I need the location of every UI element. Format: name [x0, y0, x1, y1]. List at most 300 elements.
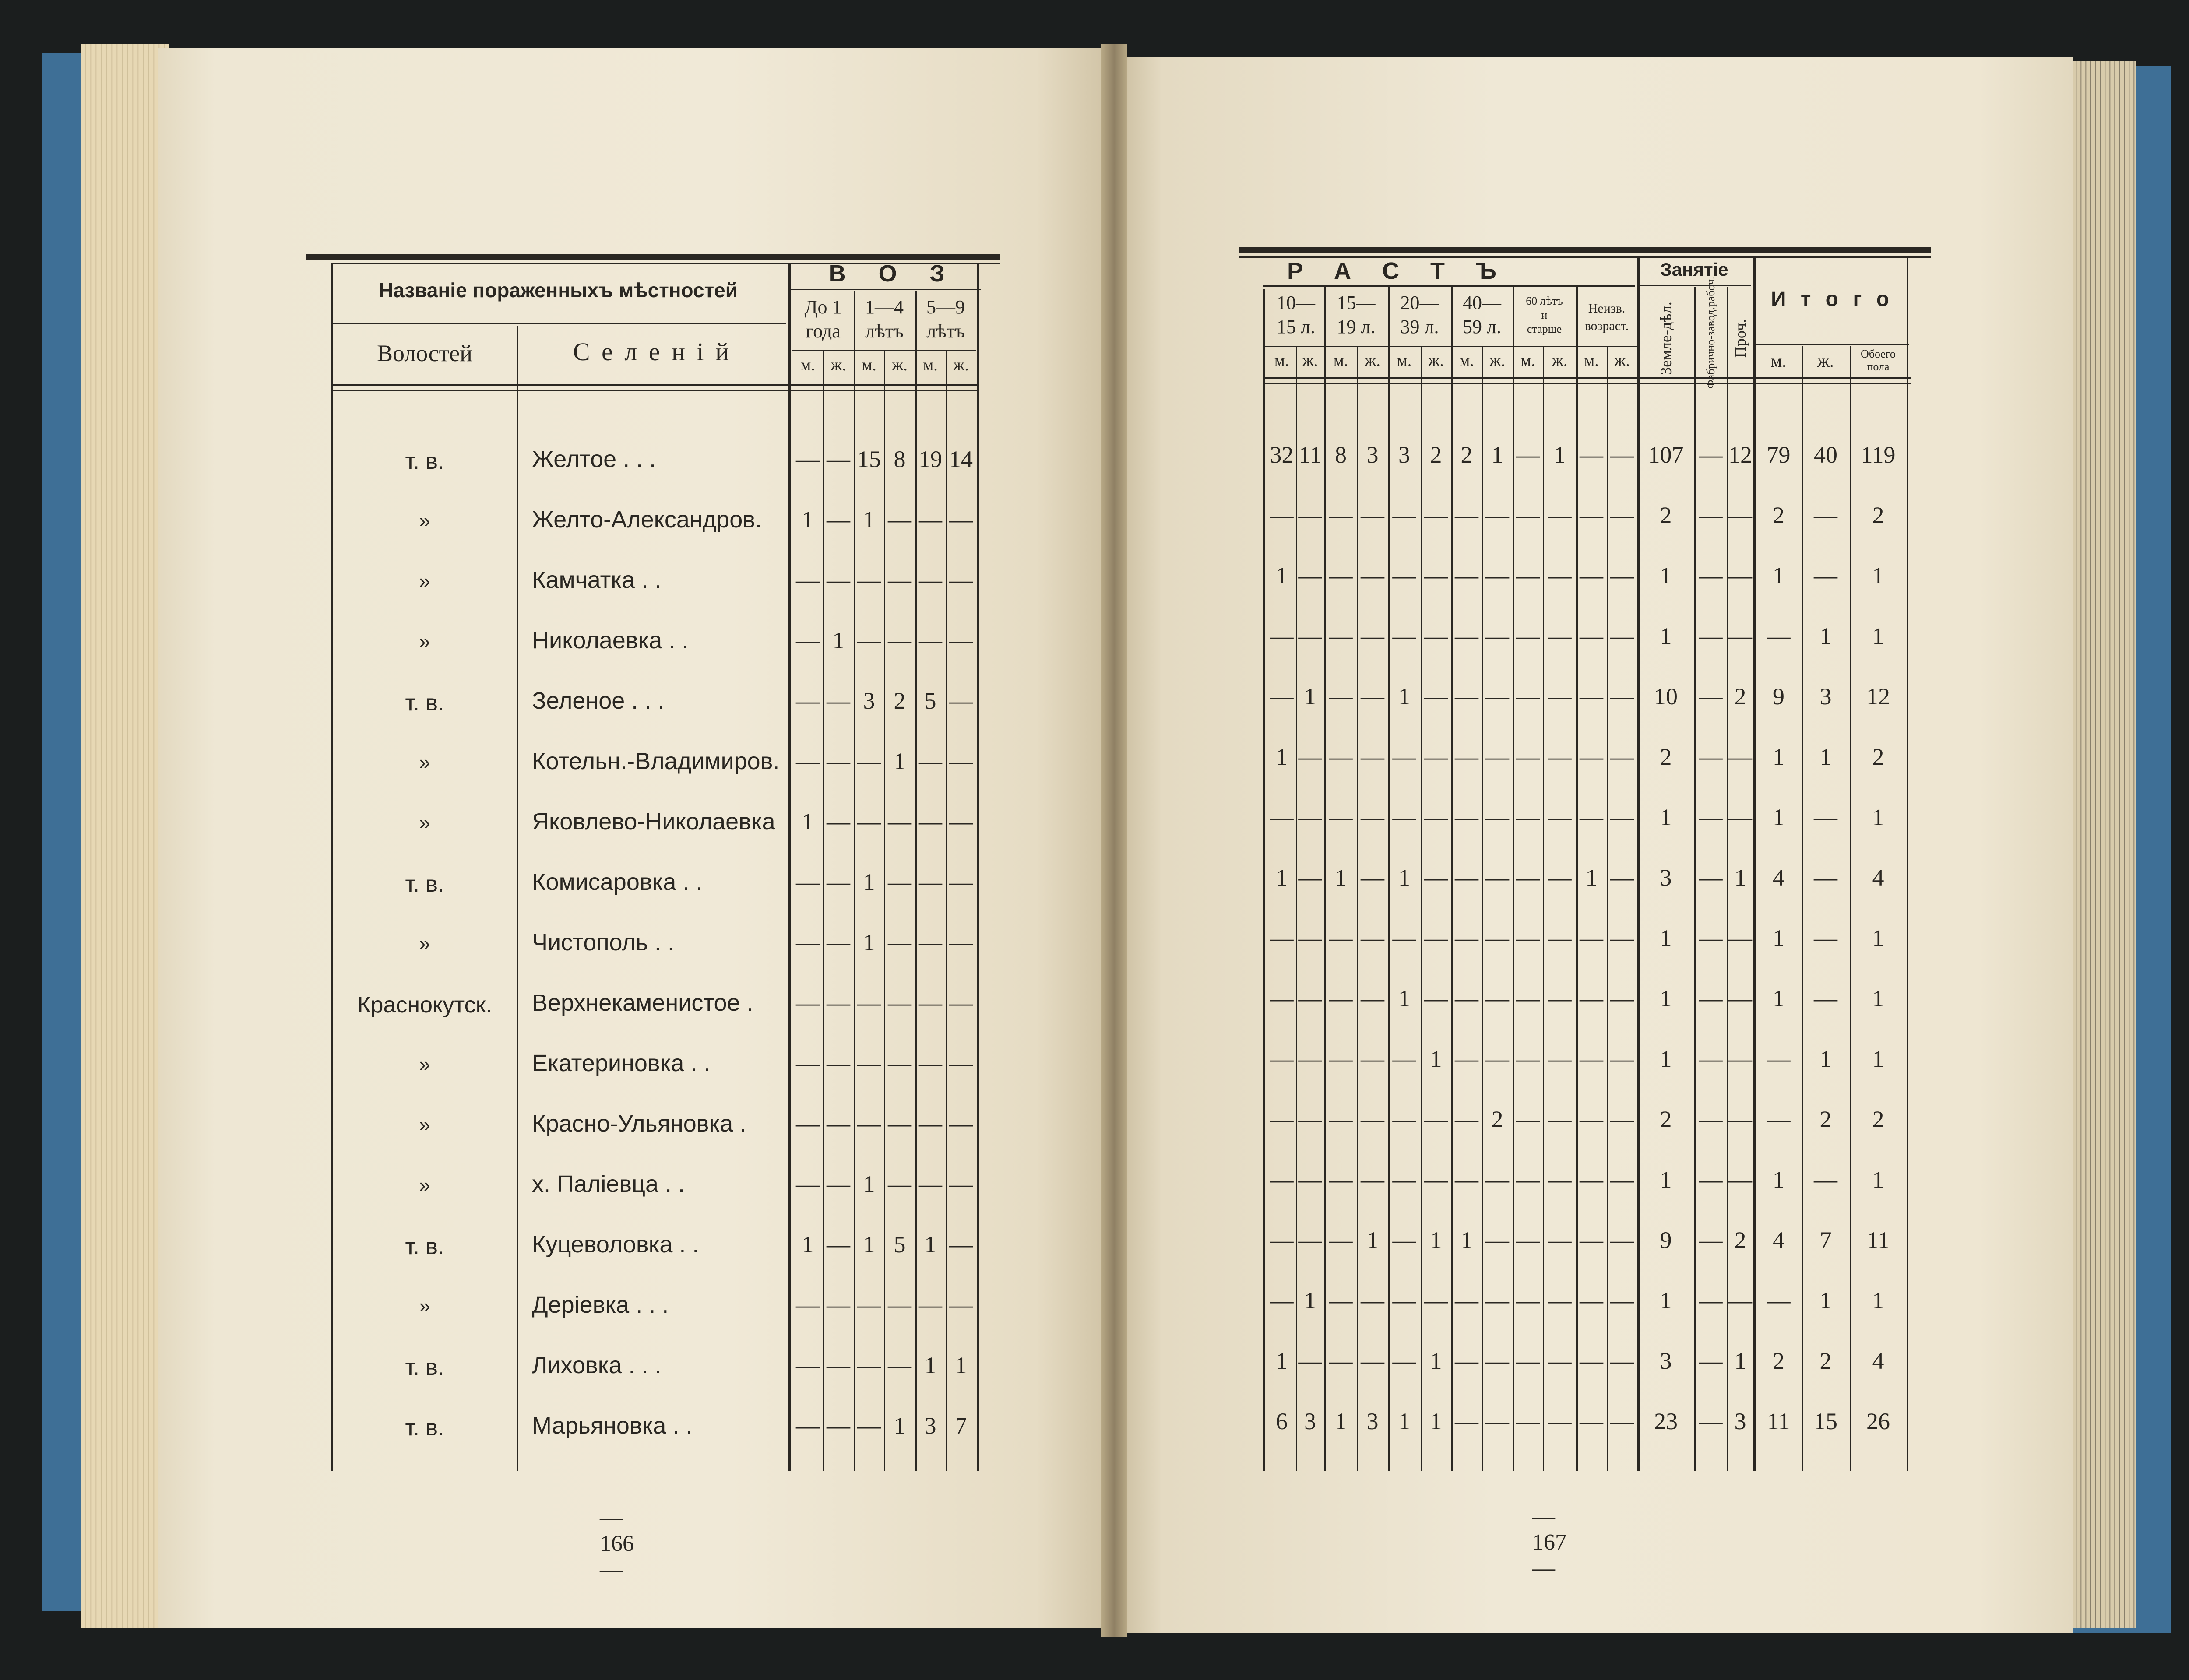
value-cell: 1 — [802, 808, 814, 835]
value-cell: 1 — [1276, 562, 1288, 589]
left-page-edges — [81, 44, 169, 1628]
occupation-cell: 1 — [1660, 1167, 1672, 1193]
value-cell: — — [949, 1292, 973, 1318]
value-cell: 1 — [863, 1231, 875, 1258]
total-cell: 2 — [1773, 1348, 1784, 1374]
value-cell: — — [1329, 562, 1353, 589]
value-cell: — — [1516, 1348, 1540, 1374]
header-bottom-double-rule-2 — [1263, 383, 1911, 384]
occupation-cell: 2 — [1660, 502, 1672, 528]
value-cell: — — [1548, 1348, 1572, 1374]
value-cell: — — [857, 567, 881, 593]
value-cell: — — [1610, 744, 1634, 770]
occupation-cell: — — [1699, 502, 1723, 528]
volost-cell: т. в. — [405, 1355, 444, 1380]
occupation-cell: 2 — [1734, 683, 1746, 710]
selo-cell: Котельн.-Владимиров. — [532, 748, 780, 774]
total-cell: — — [1814, 985, 1837, 1012]
value-cell: — — [1485, 985, 1509, 1012]
occupation-cell: — — [1699, 1106, 1723, 1132]
volost-cell: т. в. — [405, 1234, 444, 1259]
value-cell: — — [1361, 562, 1384, 589]
value-cell: — — [1610, 502, 1634, 528]
age-header-age_1_4-line0: 1—4 — [865, 296, 904, 318]
value-cell: — — [857, 748, 881, 774]
value-cell: — — [1329, 1348, 1353, 1374]
occupation-subheader-1: Фабрично-завод.рабоч. — [1704, 276, 1717, 389]
value-cell: — — [1548, 502, 1572, 528]
occupation-cell: — — [1699, 925, 1723, 951]
value-cell: — — [888, 1111, 911, 1137]
value-cell: — — [1424, 562, 1448, 589]
total-cell: 1 — [1773, 925, 1784, 951]
selo-cell: Зеленое . . . — [532, 688, 665, 714]
value-cell: — — [919, 1292, 942, 1318]
value-cell: — — [1580, 502, 1603, 528]
value-cell: — — [1516, 1227, 1540, 1253]
total-cell: 1 — [1819, 744, 1832, 770]
value-cell: — — [796, 567, 820, 593]
value-cell: — — [1392, 562, 1416, 589]
total-cell: 1 — [1872, 804, 1884, 830]
value-cell: — — [796, 929, 820, 956]
total-cell: 1 — [1819, 623, 1832, 649]
total-cell: 4 — [1773, 865, 1784, 891]
occupation-cell: 1 — [1734, 1348, 1746, 1374]
value-cell: — — [1298, 1106, 1322, 1132]
total-cell: 12 — [1866, 683, 1890, 710]
occupation-cell: 107 — [1648, 442, 1684, 468]
value-cell: — — [1361, 1348, 1384, 1374]
total-cell: — — [1767, 1106, 1791, 1132]
value-cell: — — [1548, 1287, 1572, 1314]
value-cell: — — [1610, 623, 1634, 649]
value-cell: — — [1485, 744, 1509, 770]
total-cell: — — [1814, 502, 1837, 528]
occupation-cell: 23 — [1654, 1408, 1678, 1434]
value-cell: — — [1580, 744, 1603, 770]
value-cell: — — [796, 1352, 820, 1378]
value-cell: — — [1298, 925, 1322, 951]
value-cell: — — [827, 929, 850, 956]
total-cell: 2 — [1872, 744, 1884, 770]
age-header-4-line0: 60 лѣтъ — [1526, 295, 1563, 307]
value-cell: — — [827, 808, 850, 835]
total-cell: 1 — [1773, 985, 1784, 1012]
total-cell: 79 — [1767, 442, 1791, 468]
value-cell: — — [827, 1413, 850, 1439]
sex-header-zh: ж. — [1365, 351, 1380, 370]
value-cell: 7 — [955, 1413, 967, 1439]
age-header-4-line1: и — [1541, 309, 1548, 321]
occupation-cell: — — [1728, 562, 1752, 589]
value-cell: 1 — [1276, 744, 1288, 770]
total-cell: 1 — [1773, 744, 1784, 770]
totals-subheader-both: Обоего пола — [1861, 348, 1896, 373]
top-thick-rule — [306, 254, 1000, 260]
value-cell: — — [827, 567, 850, 593]
value-cell: — — [949, 748, 973, 774]
value-cell: 1 — [1491, 442, 1503, 468]
value-cell: — — [1485, 925, 1509, 951]
value-cell: — — [1270, 623, 1294, 649]
selo-cell: Красно-Ульяновка . — [532, 1111, 746, 1137]
value-cell: — — [1548, 865, 1572, 891]
value-cell: 3 — [863, 688, 875, 714]
value-cell: — — [1298, 1167, 1322, 1193]
value-cell: — — [919, 567, 942, 593]
occupation-cell: — — [1699, 1287, 1723, 1314]
value-cell: — — [1580, 1287, 1603, 1314]
value-cell: — — [888, 506, 911, 533]
volost-cell: » — [419, 569, 430, 592]
value-cell: — — [1580, 562, 1603, 589]
occupation-cell: 12 — [1728, 442, 1752, 468]
sex-header-zh: ж. — [1302, 351, 1318, 370]
value-cell: 3 — [1366, 442, 1379, 468]
occupation-cell: — — [1699, 1227, 1723, 1253]
value-cell: — — [1610, 865, 1634, 891]
selo-cell: Лиховка . . . — [532, 1352, 662, 1378]
header-bottom-double-rule-1 — [331, 384, 978, 386]
value-cell: — — [919, 929, 942, 956]
total-cell: — — [1814, 562, 1837, 589]
totals-subheader-zh: ж. — [1817, 351, 1834, 371]
value-cell: — — [1485, 502, 1509, 528]
value-cell: — — [1580, 1167, 1603, 1193]
value-cell: — — [1548, 623, 1572, 649]
total-cell: 40 — [1814, 442, 1837, 468]
age-header-age_do1-line0: До 1 — [804, 296, 842, 318]
occupation-cell: — — [1728, 925, 1752, 951]
value-cell: 1 — [863, 929, 875, 956]
value-cell: — — [1392, 1227, 1416, 1253]
value-cell: 1 — [1430, 1227, 1442, 1253]
occupation-cell: 9 — [1660, 1227, 1672, 1253]
value-cell: — — [1548, 1167, 1572, 1193]
value-cell: — — [1485, 1046, 1509, 1072]
value-cell: — — [796, 446, 820, 472]
value-cell: — — [796, 1413, 820, 1439]
value-cell: — — [1298, 1046, 1322, 1072]
value-cell: — — [1424, 804, 1448, 830]
volost-cell: » — [419, 1174, 430, 1196]
value-cell: — — [1329, 1227, 1353, 1253]
volost-cell: Краснокутск. — [357, 992, 492, 1018]
occupation-cell: — — [1728, 744, 1752, 770]
occupation-cell: 1 — [1660, 623, 1672, 649]
value-cell: 1 — [1276, 1348, 1288, 1374]
value-cell: — — [1361, 1167, 1384, 1193]
value-cell: — — [1298, 865, 1322, 891]
value-cell: 1 — [832, 627, 845, 654]
sex-header-zh: ж. — [1552, 351, 1568, 370]
value-cell: — — [919, 506, 942, 533]
occupation-cell: 1 — [1660, 985, 1672, 1012]
age-header-3-line1: 59 л. — [1463, 316, 1501, 337]
age-header-1-line1: 19 л. — [1337, 316, 1376, 337]
value-cell: — — [1361, 985, 1384, 1012]
value-cell: 3 — [1398, 442, 1410, 468]
total-cell: 119 — [1861, 442, 1896, 468]
value-cell: — — [949, 567, 973, 593]
sex-header-m: м. — [862, 356, 876, 374]
age-header-0-line0: 10— — [1277, 292, 1315, 313]
value-cell: — — [1424, 1106, 1448, 1132]
value-cell: — — [1610, 925, 1634, 951]
occupation-subheader-2: Проч. — [1731, 319, 1749, 358]
value-cell: 1 — [894, 1413, 906, 1439]
occupation-cell: 1 — [1660, 562, 1672, 589]
value-cell: — — [1424, 744, 1448, 770]
total-cell: — — [1814, 804, 1837, 830]
group-underline — [788, 289, 981, 290]
volost-cell: » — [419, 932, 430, 955]
selo-cell: Камчатка . . — [532, 567, 662, 593]
value-cell: 2 — [1430, 442, 1442, 468]
value-cell: — — [1270, 1167, 1294, 1193]
value-cell: 1 — [1398, 683, 1410, 710]
occupation-cell: — — [1728, 1287, 1752, 1314]
total-cell: 15 — [1814, 1408, 1837, 1434]
value-cell: — — [1270, 925, 1294, 951]
value-cell: — — [827, 688, 850, 714]
occupation-cell: 2 — [1660, 744, 1672, 770]
value-cell: — — [1455, 1046, 1478, 1072]
value-cell: — — [1455, 1167, 1478, 1193]
selo-cell: Верхнекаменистое . — [532, 990, 753, 1016]
value-cell: 1 — [1430, 1046, 1442, 1072]
value-cell: — — [1361, 744, 1384, 770]
total-cell: — — [1814, 865, 1837, 891]
value-cell: — — [1270, 502, 1294, 528]
value-cell: — — [1485, 683, 1509, 710]
value-cell: — — [1455, 1106, 1478, 1132]
age-group-header: В О З — [828, 260, 958, 287]
value-cell: — — [1392, 1106, 1416, 1132]
value-cell: 1 — [863, 869, 875, 895]
value-cell: — — [1580, 985, 1603, 1012]
total-cell: 3 — [1819, 683, 1832, 710]
group-underline — [1263, 285, 1635, 287]
top-thick-rule — [1239, 247, 1931, 253]
total-cell: 1 — [1872, 562, 1884, 589]
value-cell: — — [1516, 623, 1540, 649]
value-cell: — — [1455, 683, 1478, 710]
value-cell: — — [949, 929, 973, 956]
total-cell: — — [1814, 1167, 1837, 1193]
value-cell: — — [949, 990, 973, 1016]
age-header-0-line1: 15 л. — [1277, 316, 1315, 337]
occupation-cell: — — [1699, 804, 1723, 830]
value-cell: — — [919, 1171, 942, 1197]
book-gutter — [1101, 44, 1127, 1637]
occupation-cell: — — [1699, 985, 1723, 1012]
value-cell: 1 — [802, 506, 814, 533]
selo-cell: Желто-Александров. — [532, 506, 762, 533]
value-cell: — — [888, 808, 911, 835]
value-cell: — — [827, 1171, 850, 1197]
value-cell: — — [827, 446, 850, 472]
value-cell: — — [857, 627, 881, 654]
value-cell: — — [1298, 985, 1322, 1012]
age-header-5-line0: Неизв. — [1588, 301, 1626, 316]
volost-cell: т. в. — [405, 872, 444, 897]
total-cell: — — [1767, 623, 1791, 649]
value-cell: — — [949, 869, 973, 895]
value-cell: — — [949, 627, 973, 654]
age-header-4-line2: старше — [1527, 323, 1562, 335]
total-cell: 7 — [1819, 1227, 1832, 1253]
value-cell: — — [888, 1352, 911, 1378]
value-cell: — — [796, 627, 820, 654]
value-cell: — — [1424, 623, 1448, 649]
value-cell: 15 — [857, 446, 881, 472]
right-border-rule — [977, 263, 979, 1471]
value-cell: — — [919, 748, 942, 774]
value-cell: — — [1455, 925, 1478, 951]
value-cell: — — [1424, 1287, 1448, 1314]
value-cell: 2 — [1461, 442, 1473, 468]
age-header-2-line1: 39 л. — [1400, 316, 1439, 337]
header-bottom-double-rule-2 — [331, 390, 978, 391]
total-cell: 1 — [1872, 1287, 1884, 1314]
value-cell: — — [1329, 502, 1353, 528]
value-cell: — — [796, 1171, 820, 1197]
value-cell: — — [1270, 1287, 1294, 1314]
selo-cell: Чистополь . . — [532, 929, 675, 956]
value-cell: — — [1361, 683, 1384, 710]
value-cell: — — [827, 869, 850, 895]
selo-age-rule — [788, 263, 791, 1471]
sex-header-m: м. — [1397, 351, 1412, 370]
value-cell: 1 — [802, 1231, 814, 1258]
header-bottom-double-rule-1 — [1263, 377, 1911, 379]
sex-header-m: м. — [1584, 351, 1599, 370]
value-cell: — — [1548, 985, 1572, 1012]
value-cell: — — [1516, 1408, 1540, 1434]
value-cell: 1 — [1430, 1408, 1442, 1434]
total-cell: 1 — [1819, 1287, 1832, 1314]
sex-header-m: м. — [1459, 351, 1474, 370]
value-cell: 1 — [924, 1231, 936, 1258]
right-page — [1114, 57, 2073, 1633]
occupation-cell: 1 — [1660, 1046, 1672, 1072]
value-cell: — — [857, 1050, 881, 1076]
value-cell: — — [1485, 1287, 1509, 1314]
occupation-cell: 2 — [1660, 1106, 1672, 1132]
sex-header-m: м. — [800, 356, 815, 374]
value-cell: — — [1361, 1046, 1384, 1072]
value-cell: — — [919, 627, 942, 654]
sex-header-zh: ж. — [831, 356, 846, 374]
sex-header-zh: ж. — [1428, 351, 1444, 370]
value-cell: 1 — [1461, 1227, 1473, 1253]
volost-cell: » — [419, 1294, 430, 1317]
value-cell: — — [919, 990, 942, 1016]
totals-header: И т о г о — [1771, 288, 1893, 311]
value-cell: — — [888, 627, 911, 654]
value-cell: — — [1424, 1167, 1448, 1193]
value-cell: — — [1580, 925, 1603, 951]
value-cell: — — [1516, 985, 1540, 1012]
value-cell: — — [1610, 1348, 1634, 1374]
volost-cell: » — [419, 630, 430, 653]
sex-header-m: м. — [1520, 351, 1535, 370]
value-cell: — — [1361, 804, 1384, 830]
value-cell: — — [1455, 1408, 1478, 1434]
total-cell: 11 — [1767, 1408, 1790, 1434]
value-cell: 1 — [863, 1171, 875, 1197]
value-cell: — — [1610, 1046, 1634, 1072]
occupation-cell: — — [1699, 744, 1723, 770]
right-border-rule — [1907, 258, 1908, 1471]
value-cell: 1 — [1366, 1227, 1379, 1253]
value-cell: — — [1610, 1227, 1634, 1253]
value-cell: — — [857, 990, 881, 1016]
occupation-cell: — — [1699, 1408, 1723, 1434]
value-cell: — — [1610, 683, 1634, 710]
occupation-cell: — — [1728, 1046, 1752, 1072]
value-cell: — — [1424, 865, 1448, 891]
value-cell: — — [1610, 562, 1634, 589]
value-cell: — — [1392, 744, 1416, 770]
occupation-cell: — — [1699, 1348, 1723, 1374]
value-cell: — — [888, 1050, 911, 1076]
age-header-age_5_9-line1: лѣтъ — [926, 320, 965, 342]
value-cell: — — [827, 1050, 850, 1076]
value-cell: — — [1485, 1408, 1509, 1434]
value-cell: — — [1580, 1046, 1603, 1072]
occupation-cell: — — [1728, 502, 1752, 528]
total-cell: — — [1767, 1046, 1791, 1072]
value-cell: — — [888, 990, 911, 1016]
occupation-cell: 1 — [1660, 925, 1672, 951]
value-cell: — — [827, 506, 850, 533]
totals-subheader-m: м. — [1770, 351, 1787, 371]
value-cell: — — [1516, 744, 1540, 770]
value-cell: — — [1329, 804, 1353, 830]
value-cell: — — [1610, 1106, 1634, 1132]
occupation-cell: 1 — [1660, 1287, 1672, 1314]
age-header-age_1_4-line1: лѣтъ — [865, 320, 904, 342]
value-cell: 1 — [1335, 865, 1347, 891]
total-cell: 1 — [1819, 1046, 1832, 1072]
value-cell: — — [1485, 804, 1509, 830]
total-cell: 1 — [1773, 562, 1784, 589]
left-border-rule — [331, 263, 333, 1471]
value-cell: — — [1424, 985, 1448, 1012]
value-cell: 2 — [894, 688, 906, 714]
value-cell: — — [1516, 865, 1540, 891]
value-cell: 1 — [1304, 1287, 1316, 1314]
col-header-volost: Волостей — [377, 340, 473, 366]
occupation-cell: 2 — [1734, 1227, 1746, 1253]
age-header-age_do1-line1: года — [806, 320, 841, 342]
occupation-subheader-0: Земле-дѣл. — [1657, 302, 1675, 375]
value-cell: — — [1485, 562, 1509, 589]
value-cell: — — [1548, 804, 1572, 830]
value-cell: — — [1424, 502, 1448, 528]
value-cell: — — [949, 688, 973, 714]
value-cell: — — [857, 1111, 881, 1137]
value-cell: 1 — [924, 1352, 936, 1378]
value-cell: — — [1392, 925, 1416, 951]
value-cell: 1 — [894, 748, 906, 774]
volost-cell: т. в. — [405, 1415, 444, 1441]
value-cell: — — [919, 808, 942, 835]
value-cell: — — [1548, 744, 1572, 770]
